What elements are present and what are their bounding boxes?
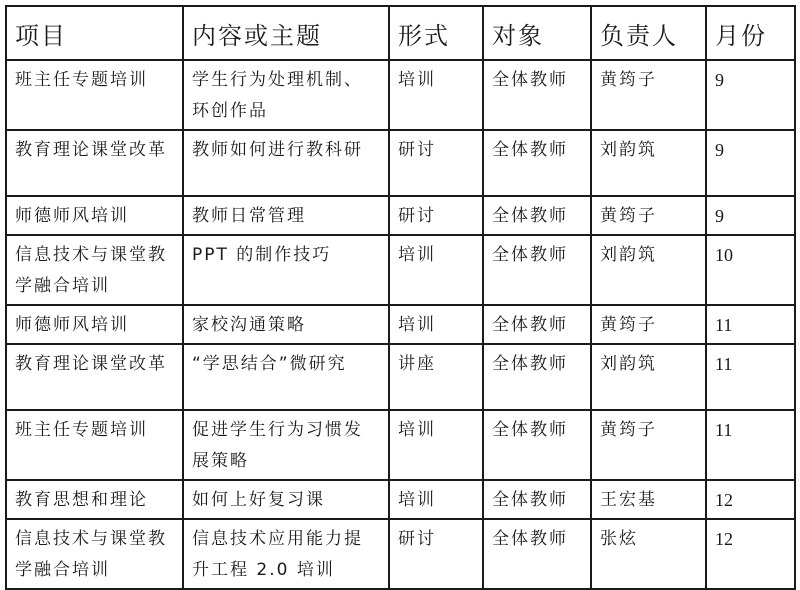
cell-project: 师德师风培训: [6, 196, 183, 235]
cell-target: 全体教师: [483, 196, 591, 235]
cell-topic: 促进学生行为习惯发展策略: [183, 410, 389, 480]
cell-topic: 学生行为处理机制、环创作品: [183, 60, 389, 130]
cell-owner: 张炫: [591, 519, 706, 589]
cell-project: 教育思想和理论: [6, 480, 183, 519]
header-target: 对象: [483, 6, 591, 60]
cell-form: 培训: [389, 410, 483, 480]
cell-owner: 刘韵筑: [591, 130, 706, 196]
header-form: 形式: [389, 6, 483, 60]
cell-topic: PPT 的制作技巧: [183, 235, 389, 305]
cell-month: 9: [706, 60, 795, 130]
cell-owner: 黄筠子: [591, 196, 706, 235]
cell-topic: 信息技术应用能力提升工程 2.0 培训: [183, 519, 389, 589]
table-row: [6, 410, 795, 480]
cell-form: 研讨: [389, 519, 483, 589]
cell-target: 全体教师: [483, 519, 591, 589]
cell-project: 师德师风培训: [6, 305, 183, 344]
cell-topic: 教师如何进行教科研: [183, 130, 389, 196]
cell-topic: 家校沟通策略: [183, 305, 389, 344]
cell-owner: 刘韵筑: [591, 235, 706, 305]
table-row: [6, 519, 795, 589]
cell-target: 全体教师: [483, 410, 591, 480]
table-row: [6, 196, 795, 235]
header-owner: 负责人: [591, 6, 706, 60]
cell-form: 培训: [389, 235, 483, 305]
cell-month: 9: [706, 130, 795, 196]
cell-owner: 刘韵筑: [591, 344, 706, 410]
cell-owner: 黄筠子: [591, 60, 706, 130]
cell-target: 全体教师: [483, 344, 591, 410]
header-month: 月份: [706, 6, 795, 60]
table-row: [6, 305, 795, 344]
cell-topic: 如何上好复习课: [183, 480, 389, 519]
cell-project: 信息技术与课堂教学融合培训: [6, 235, 183, 305]
cell-target: 全体教师: [483, 60, 591, 130]
cell-form: 培训: [389, 480, 483, 519]
table-row: [6, 235, 795, 305]
table-row: [6, 60, 795, 130]
cell-month: 12: [706, 519, 795, 589]
cell-owner: 王宏基: [591, 480, 706, 519]
cell-target: 全体教师: [483, 480, 591, 519]
cell-project: 信息技术与课堂教学融合培训: [6, 519, 183, 589]
cell-target: 全体教师: [483, 130, 591, 196]
cell-form: 研讨: [389, 196, 483, 235]
table-row: [6, 130, 795, 196]
cell-form: 培训: [389, 305, 483, 344]
cell-form: 培训: [389, 60, 483, 130]
header-topic: 内容或主题: [183, 6, 389, 60]
training-plan-table: [5, 5, 796, 590]
table-row: [6, 480, 795, 519]
cell-month: 11: [706, 410, 795, 480]
cell-owner: 黄筠子: [591, 410, 706, 480]
header-row: [6, 6, 795, 60]
cell-target: 全体教师: [483, 235, 591, 305]
cell-project: 班主任专题培训: [6, 60, 183, 130]
cell-project: 教育理论课堂改革: [6, 344, 183, 410]
header-project: 项目: [6, 6, 183, 60]
cell-project: 教育理论课堂改革: [6, 130, 183, 196]
cell-project: 班主任专题培训: [6, 410, 183, 480]
cell-month: 12: [706, 480, 795, 519]
cell-month: 11: [706, 344, 795, 410]
cell-month: 11: [706, 305, 795, 344]
cell-target: 全体教师: [483, 305, 591, 344]
cell-form: 研讨: [389, 130, 483, 196]
cell-topic: “学思结合”微研究: [183, 344, 389, 410]
cell-owner: 黄筠子: [591, 305, 706, 344]
cell-month: 10: [706, 235, 795, 305]
table-row: [6, 344, 795, 410]
cell-month: 9: [706, 196, 795, 235]
cell-form: 讲座: [389, 344, 483, 410]
cell-topic: 教师日常管理: [183, 196, 389, 235]
